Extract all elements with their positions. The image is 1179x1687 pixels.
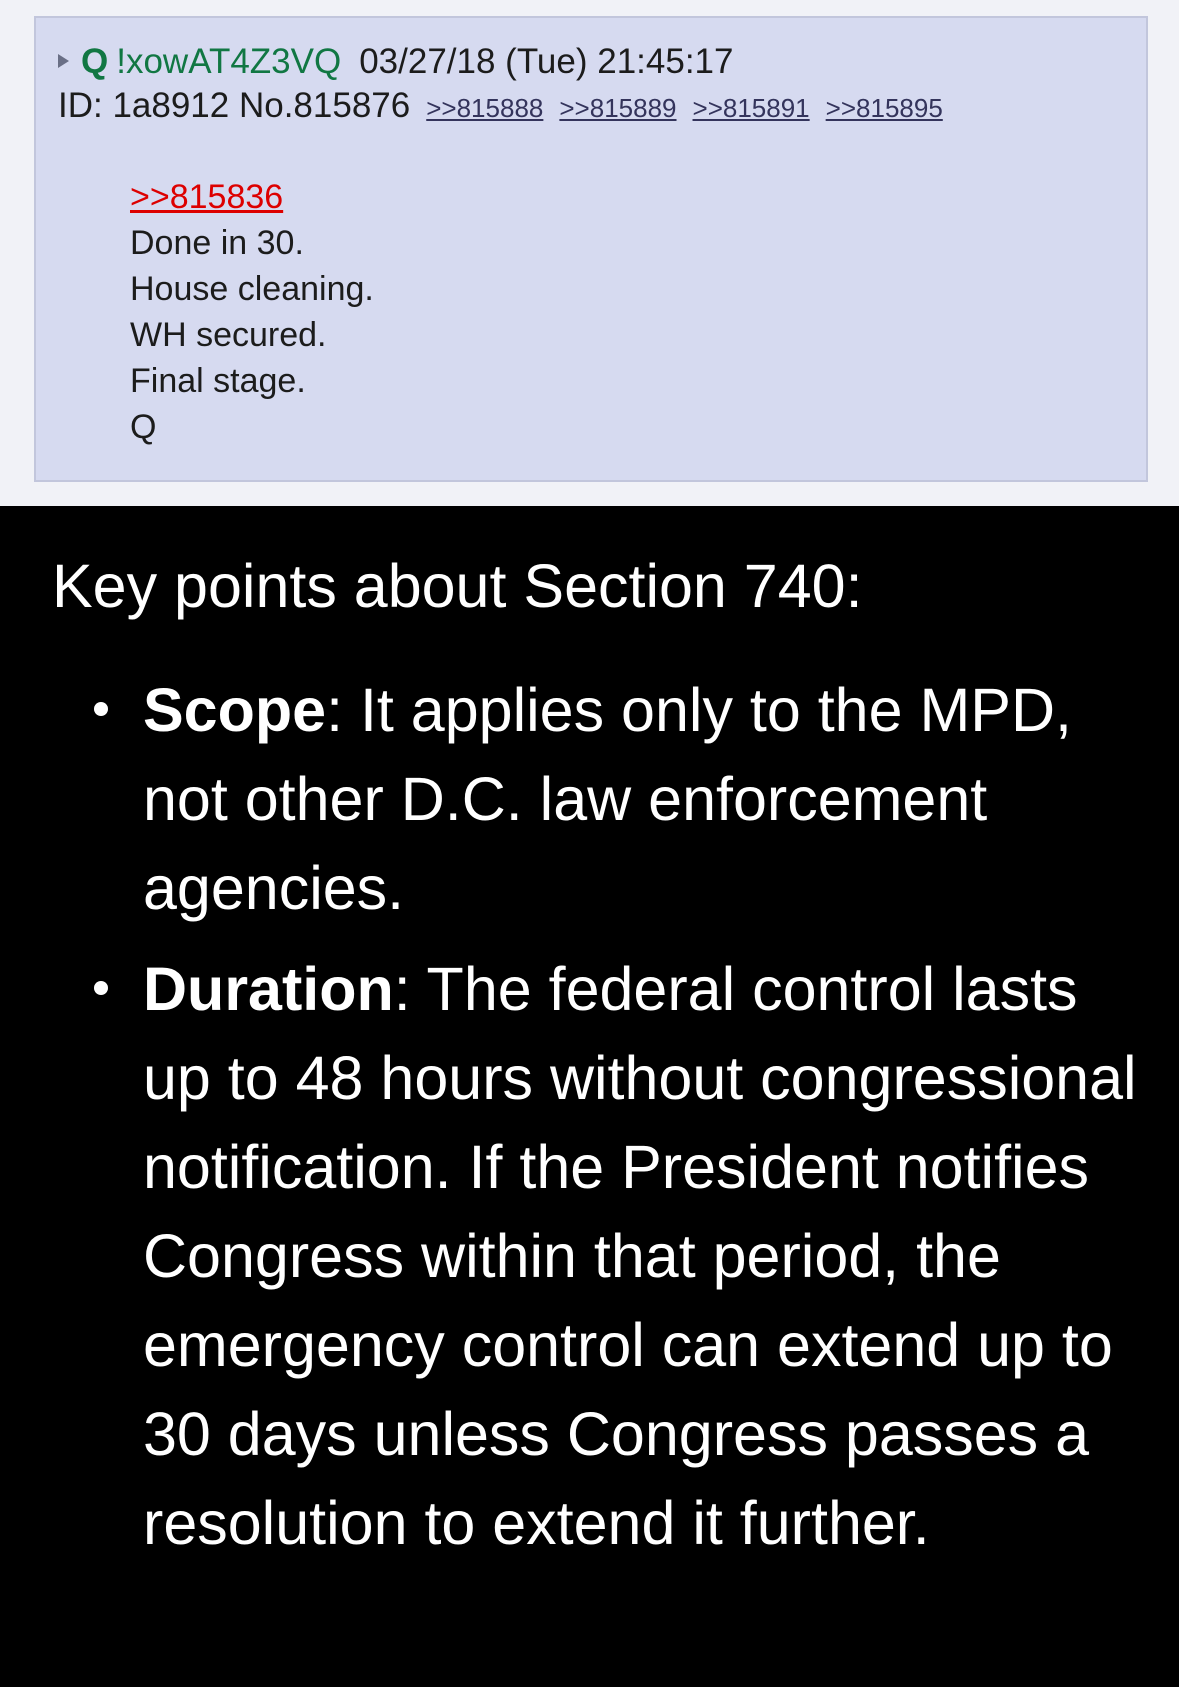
post-author: Q (81, 42, 109, 81)
post-line: WH secured. (130, 316, 327, 354)
key-point-duration (0, 945, 1179, 1568)
backlink[interactable]: >>815889 (559, 93, 677, 123)
backlink[interactable]: >>815891 (692, 93, 810, 123)
quote-link[interactable]: >>815836 (130, 178, 284, 216)
bullet-icon (94, 981, 108, 995)
post-body (130, 174, 374, 450)
section-heading: Key points about Section 740: (52, 552, 863, 620)
answer-section (0, 506, 1179, 1687)
key-point-term: Duration (143, 955, 394, 1023)
imageboard-post (34, 16, 1148, 482)
post-id-line (58, 84, 943, 130)
post-line: Final stage. (130, 362, 306, 400)
expand-arrow-icon[interactable] (58, 54, 69, 68)
post-line: Done in 30. (130, 224, 304, 262)
post-screenshot-area (0, 0, 1179, 506)
key-points-list (0, 666, 1179, 1580)
post-line: House cleaning. (130, 270, 374, 308)
key-point-text: : The federal control lasts up to 48 hours without congressional notification. If the President notifies Congress within that period, the emergency control can extend up to 30 days unless Congress passes a resolution to extend it further. (143, 955, 1137, 1557)
bullet-icon (94, 702, 108, 716)
post-id: ID: 1a8912 No.815876 (58, 86, 411, 125)
post-date: 03/27/18 (Tue) 21:45:17 (359, 42, 734, 81)
post-signature: Q (130, 408, 157, 446)
key-point-term: Scope (143, 676, 327, 744)
key-point-text: : It applies only to the MPD, not other D.C. law enforcement agencies. (143, 676, 1072, 922)
post-header (58, 40, 733, 84)
backlink[interactable]: >>815888 (426, 93, 544, 123)
key-point-scope (0, 666, 1179, 933)
post-tripcode: !xowAT4Z3VQ (116, 42, 342, 81)
backlink[interactable]: >>815895 (825, 93, 943, 123)
